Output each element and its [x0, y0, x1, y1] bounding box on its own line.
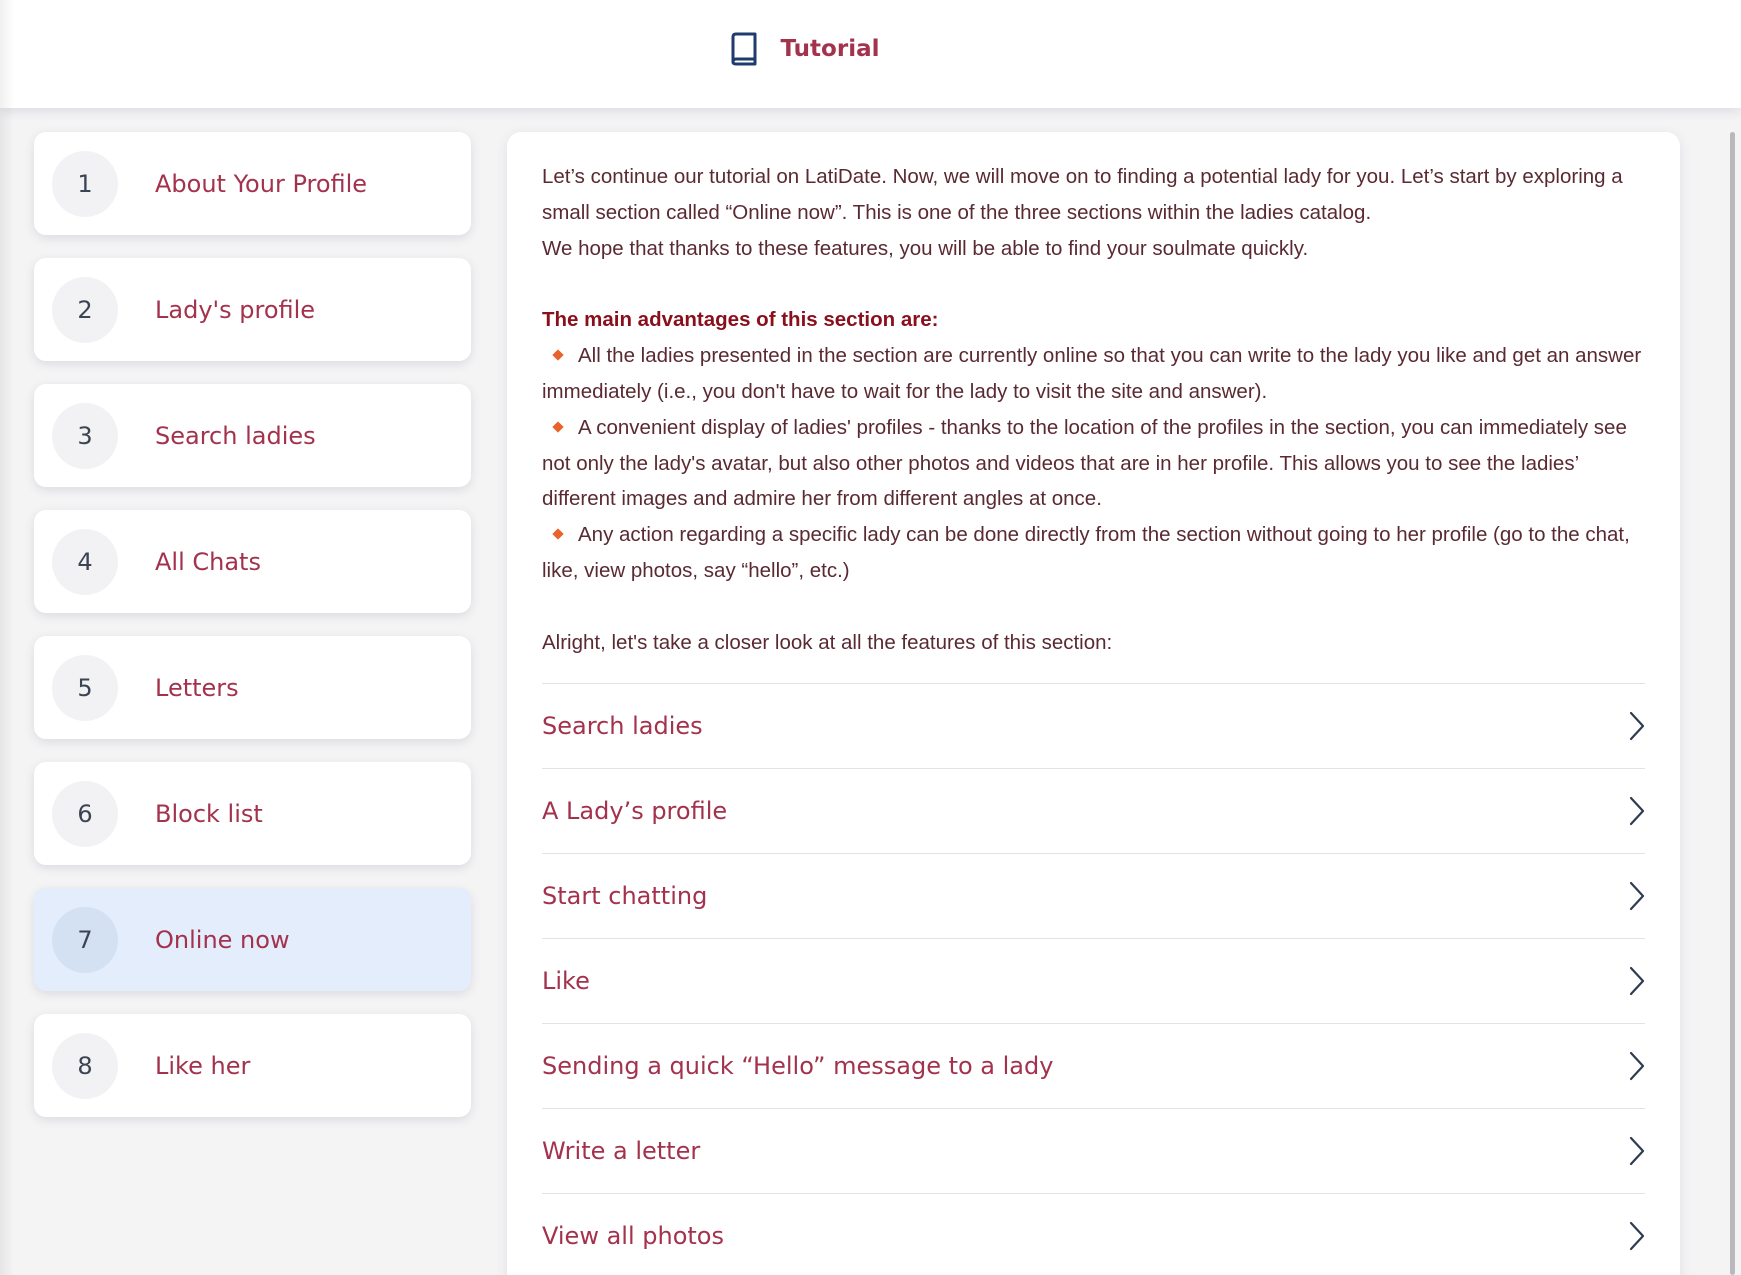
diamond-bullet-icon [552, 529, 563, 540]
step-number-badge: 3 [52, 403, 118, 469]
feature-item-like[interactable] [542, 939, 1645, 1024]
step-number-badge: 5 [52, 655, 118, 721]
sidebar-step-search-ladies[interactable] [34, 384, 471, 487]
step-number-badge: 4 [52, 529, 118, 595]
sidebar-step-online-now[interactable] [34, 888, 471, 991]
chevron-right-icon [1629, 796, 1645, 826]
step-label: Like her [155, 1051, 251, 1080]
feature-label: A Lady’s profile [542, 796, 728, 825]
page-scrollbar[interactable] [1730, 132, 1735, 1275]
feature-label: Start chatting [542, 881, 708, 910]
step-number-badge: 6 [52, 781, 118, 847]
top-header [0, 0, 1741, 108]
advantage-item [542, 338, 1645, 410]
feature-label: Sending a quick “Hello” message to a lady [542, 1051, 1054, 1080]
diamond-bullet-icon [552, 421, 563, 432]
chevron-right-icon [1629, 711, 1645, 741]
step-label: All Chats [155, 547, 261, 576]
chevron-right-icon [1629, 966, 1645, 996]
spacer [542, 266, 1645, 302]
sidebar-step-all-chats[interactable] [34, 510, 471, 613]
intro-paragraph: Let’s continue our tutorial on LatiDate. Now, we will move on to finding a potential lady for you. Let’s start by exploring a small section called “Online now”. This is one of the three sections within the ladies catalog. [542, 165, 1623, 224]
chevron-right-icon [1629, 1051, 1645, 1081]
step-label: Letters [155, 673, 239, 702]
feature-label: Search ladies [542, 711, 703, 740]
step-label: About Your Profile [155, 169, 368, 198]
spacer [542, 589, 1645, 625]
step-label: Online now [155, 925, 290, 954]
tutorial-steps-sidebar [34, 132, 471, 1140]
feature-item-hello-message[interactable] [542, 1024, 1645, 1109]
step-number-badge: 2 [52, 277, 118, 343]
advantage-item [542, 517, 1645, 589]
sidebar-step-block-list[interactable] [34, 762, 471, 865]
step-number-badge: 8 [52, 1033, 118, 1099]
step-label: Block list [155, 799, 263, 828]
tutorial-content-panel [507, 132, 1680, 1275]
advantages-heading: The main advantages of this section are: [542, 308, 939, 332]
advantage-text: Any action regarding a specific lady can be done directly from the section without going to her profile (go to the chat, like, view photos, say “hello”, etc.) [542, 523, 1630, 582]
chevron-right-icon [1629, 1136, 1645, 1166]
page-title: Tutorial [780, 36, 880, 62]
sidebar-step-about-your-profile[interactable] [34, 132, 471, 235]
step-label: Lady's profile [155, 295, 316, 324]
step-number-badge: 7 [52, 907, 118, 973]
advantage-text: A convenient display of ladies' profiles - thanks to the location of the profiles in the section, you can immediately see not only the lady's avatar, but also other photos and videos that are in her profile. This allows you to see the ladies’ different images and admire her from different angles at once. [542, 415, 1627, 511]
feature-label: View all photos [542, 1221, 724, 1250]
chevron-right-icon [1629, 1221, 1645, 1251]
diamond-bullet-icon [552, 350, 563, 361]
feature-item-a-ladys-profile[interactable] [542, 769, 1645, 854]
header-title-group [729, 32, 880, 66]
feature-item-view-all-photos[interactable] [542, 1194, 1645, 1275]
feature-item-search-ladies[interactable] [542, 684, 1645, 769]
book-icon [729, 32, 759, 66]
outro-paragraph: Alright, let's take a closer look at all the features of this section: [542, 630, 1113, 654]
advantage-text: All the ladies presented in the section are currently online so that you can write to the lady you like and get an answer immediately (i.e., you don't have to wait for the lady to visit the site and answer). [542, 344, 1642, 403]
feature-item-start-chatting[interactable] [542, 854, 1645, 939]
chevron-right-icon [1629, 881, 1645, 911]
sidebar-step-letters[interactable] [34, 636, 471, 739]
intro-paragraph-2: We hope that thanks to these features, you will be able to find your soulmate quickly. [542, 236, 1309, 260]
advantage-item [542, 410, 1645, 517]
sidebar-step-like-her[interactable] [34, 1014, 471, 1117]
step-label: Search ladies [155, 421, 316, 450]
feature-label: Like [542, 966, 590, 995]
step-number-badge: 1 [52, 151, 118, 217]
features-list [542, 683, 1645, 1275]
sidebar-step-ladys-profile[interactable] [34, 258, 471, 361]
feature-label: Write a letter [542, 1136, 701, 1165]
feature-item-write-a-letter[interactable] [542, 1109, 1645, 1194]
left-edge-shade [0, 0, 14, 1275]
